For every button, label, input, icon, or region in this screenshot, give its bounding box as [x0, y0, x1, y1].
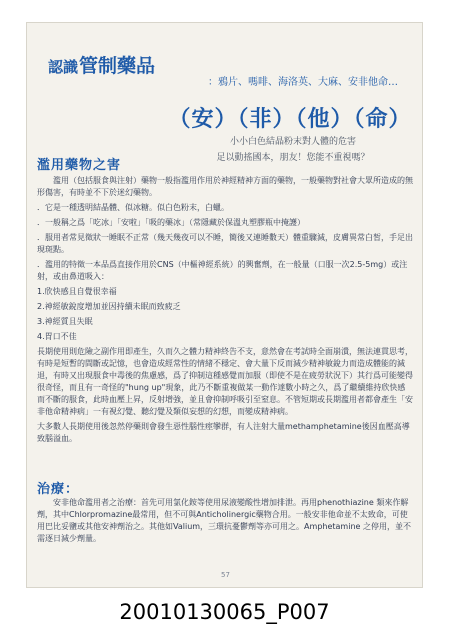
treatment-paragraph: 安非他命濫用者之治療：首先可用氯化銨等使用尿液變酸性增加排泄。再用phenothiazine 類來作解劑，其中Chlorpromazine最常用，但不可與Anticholinergic藥物合用。一般安非他命並不太致命，可使用巴比妥鹽或其他安神劑治之。其他如Valium，三環抗憂鬱劑等亦可用之。Amphetamine 之停用，並不需逐日減少劑量。: [37, 498, 411, 543]
archive-id-caption: 20010130065_P007: [119, 600, 330, 624]
abuse-list-item: 3.神經質且失眠: [37, 317, 93, 326]
abuse-list-item: 2.神經敏銳度增加並因持續未眠而致疲乏: [37, 302, 181, 311]
abuse-paragraph: 濫用（包括服食與注射）藥物一般指濫用作用於神經精神方面的藥物，一般藥物對社會大眾所造成的無形傷害，有時並不下於迷幻藥物。: [37, 176, 413, 197]
abuse-paragraph: 長期使用則危險之副作用即產生，久而久之體力精神終告不支，意然會在考試時全面崩潰，無法連貫思考，有時是短暫的間斷或記憶，也會造成經常性的情緒不穩定、會大量下反而減少精神敏銳力而造成體能的減退，有時又出現服食中毒後的焦慮感，爲了抑制這種感覺而加服（即使不是在疲勞狀況下）其行爲可能變得很奇怪，而且有一奇怪的"hung up"現象，此乃不斷重複做某一動作達數小時之久，爲了繼續維持欣快感而不斷的服食，此時血壓上昇，反射增強，並且會抑制呼吸引至窒息。不管短期或長期濫用者都會產生「安非他命精神病」一有視幻覺、聽幻覺及類似妄想的幻想，而變成精神病。: [37, 347, 413, 416]
abuse-paragraph: ．濫用的特徵一本品爲直接作用於CNS（中樞神經系統）的興奮劑，在一般量（口服一次2.5-5mg）或注射，或由鼻道吸入：: [37, 260, 408, 281]
title-main: 管制藥品: [79, 55, 156, 77]
abuse-paragraph: ．服用者常見徵狀一睡眠不正常（幾天幾夜可以不睡，簡後又連睡數天）體重驟減，皮膚異常白皙，手足出現斑點。: [37, 233, 413, 254]
slogan-line-1: 小小白色結晶粉末對人體的危害: [229, 137, 356, 147]
abuse-paragraph: 大多數人長期使用後忽然停藥則會發生惡性腦性痙攣群，有人注射大量methamphetamine後因血壓高導致腦溢血。: [37, 422, 410, 443]
abuse-list-item: 4.胃口不佳: [37, 332, 77, 341]
page-number: 57: [221, 571, 230, 579]
title-prefix: 認識: [48, 58, 79, 76]
section-heading-abuse: 濫用藥物之害: [37, 158, 122, 173]
abuse-list-item: 1.欣快感且自覺很幸福: [37, 287, 117, 296]
section-heading-treatment: 治療：: [37, 482, 80, 497]
headline-amphetamine: （安）（非）（他）（命）: [168, 107, 412, 132]
slogan-line-2: 足以動搖國本，朋友！您能不重視嗎？: [216, 153, 370, 163]
abuse-paragraph: ．一般稱之爲「吃冰」「安啦」「吸的藥冰」（常隱藏於保溫丸塑膠瓶中掩護）: [37, 218, 305, 227]
drug-list-subtitle: ：鴉片、嗎啡、海洛英、大麻、安非他命…: [208, 77, 398, 88]
treatment-body-text: [37, 497, 413, 567]
document-page: [26, 22, 423, 588]
abuse-body-text: [37, 175, 413, 475]
abuse-paragraph: ．它是一種透明結晶體、似冰糖。似白色粉末，白蠟。: [37, 203, 229, 212]
